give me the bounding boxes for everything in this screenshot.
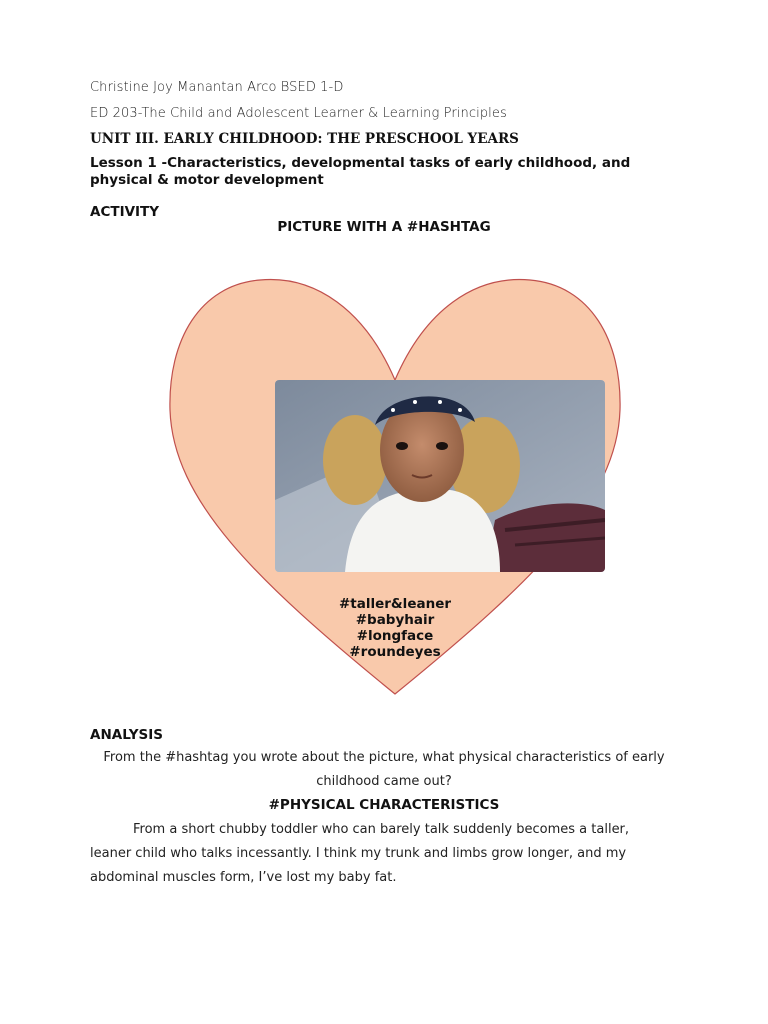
- hashtag-item: #taller&leaner: [338, 596, 452, 612]
- hashtag-item: #roundeyes: [349, 644, 441, 660]
- lesson-heading: Lesson 1 -Characteristics, developmental tasks of early childhood, and physical & motor development: [90, 155, 631, 188]
- analysis-paragraph-line-3: abdominal muscles form, I’ve lost my baby fat.: [90, 870, 397, 885]
- analysis-question-line-2: childhood came out?: [316, 774, 452, 789]
- activity-label: ACTIVITY: [90, 204, 160, 220]
- analysis-subheading: #PHYSICAL CHARACTERISTICS: [268, 797, 500, 813]
- analysis-paragraph-line-1: From a short chubby toddler who can barely talk suddenly becomes a taller,: [133, 822, 630, 837]
- author-line: Christine Joy Manantan Arco BSED 1-D: [90, 80, 344, 95]
- unit-heading: UNIT III. EARLY CHILDHOOD: THE PRESCHOOL YEARS: [90, 131, 519, 147]
- activity-title: PICTURE WITH A #HASHTAG: [277, 219, 491, 235]
- analysis-question-line-1: From the #hashtag you wrote about the picture, what physical characteristics of early: [103, 750, 665, 765]
- course-line: ED 203-The Child and Adolescent Learner & Learning Principles: [90, 106, 507, 121]
- hashtag-item: #babyhair: [355, 612, 435, 628]
- analysis-label: ANALYSIS: [90, 727, 163, 743]
- heart-frame: [165, 270, 625, 700]
- child-photo: [275, 380, 605, 572]
- hashtag-item: #longface: [356, 628, 434, 644]
- hashtag-list: [165, 596, 625, 660]
- analysis-paragraph-line-2: leaner child who talks incessantly. I think my trunk and limbs grow longer, and my: [90, 846, 627, 861]
